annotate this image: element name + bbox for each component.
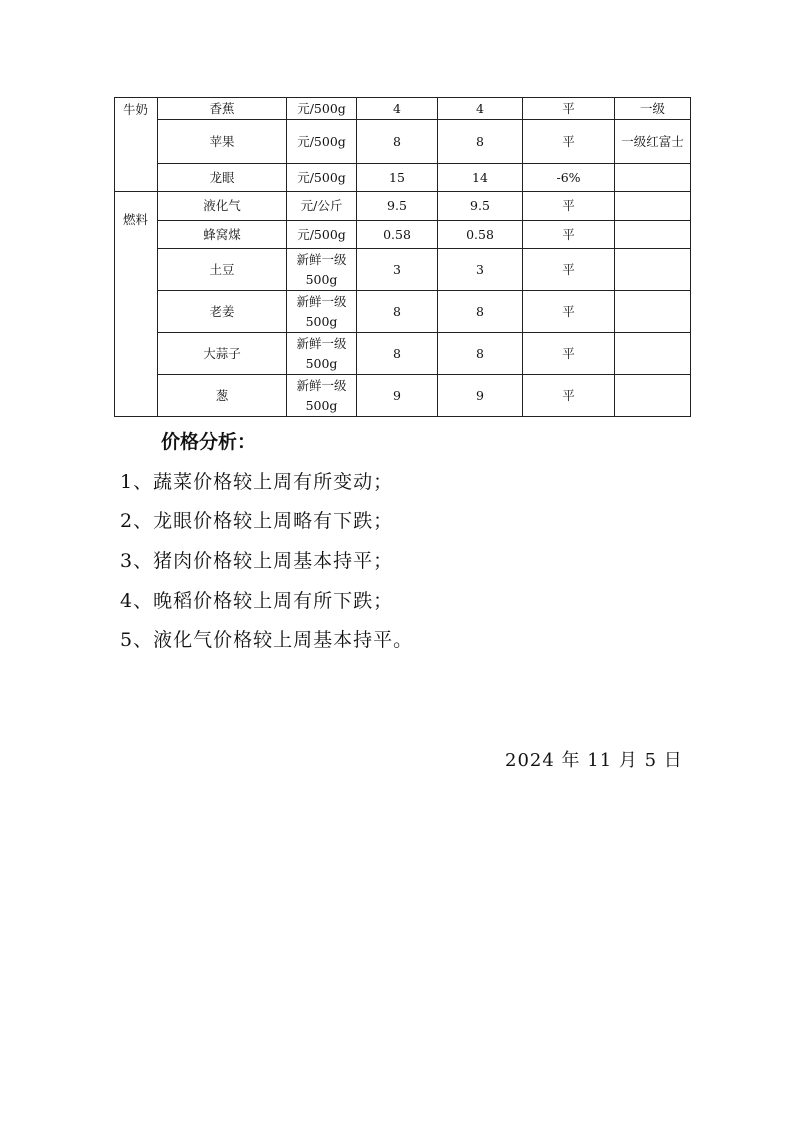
item-name: 蜂窝煤 — [158, 221, 287, 249]
price-table — [114, 97, 691, 417]
last-week-price: 9.5 — [357, 192, 438, 221]
analysis-title: 价格分析： — [161, 431, 257, 453]
analysis-item: 2、龙眼价格较上周略有下跌； — [120, 510, 394, 532]
item-unit: 新鲜一级500g — [287, 375, 357, 417]
item-name: 液化气 — [158, 192, 287, 221]
item-note — [615, 333, 691, 375]
price-change: -6% — [523, 164, 615, 192]
item-unit: 元/500g — [287, 98, 357, 120]
price-change: 平 — [523, 249, 615, 291]
item-name: 老姜 — [158, 291, 287, 333]
document-date: 2024 年 11 月 5 日 — [505, 750, 683, 771]
this-week-price: 8 — [438, 291, 523, 333]
analysis-item: 4、晚稻价格较上周有所下跌； — [120, 590, 394, 612]
last-week-price: 0.58 — [357, 221, 438, 249]
last-week-price: 3 — [357, 249, 438, 291]
table-row — [115, 375, 691, 417]
last-week-price: 8 — [357, 291, 438, 333]
item-name: 香蕉 — [158, 98, 287, 120]
item-name: 龙眼 — [158, 164, 287, 192]
item-unit: 新鲜一级500g — [287, 333, 357, 375]
item-note — [615, 192, 691, 221]
this-week-price: 3 — [438, 249, 523, 291]
table-row — [115, 249, 691, 291]
item-note — [615, 249, 691, 291]
item-unit: 元/500g — [287, 120, 357, 164]
item-note — [615, 291, 691, 333]
this-week-price: 8 — [438, 120, 523, 164]
item-unit: 元/500g — [287, 164, 357, 192]
item-unit: 元/500g — [287, 221, 357, 249]
this-week-price: 9.5 — [438, 192, 523, 221]
item-unit: 新鲜一级500g — [287, 291, 357, 333]
this-week-price: 14 — [438, 164, 523, 192]
category-cell: 燃料 — [115, 192, 158, 417]
analysis-item: 5、液化气价格较上周基本持平。 — [120, 629, 414, 651]
item-note — [615, 221, 691, 249]
category-cell: 牛奶 — [115, 98, 158, 192]
table-row — [115, 291, 691, 333]
item-note — [615, 164, 691, 192]
item-note: 一级红富士 — [615, 120, 691, 164]
price-change: 平 — [523, 221, 615, 249]
this-week-price: 0.58 — [438, 221, 523, 249]
last-week-price: 9 — [357, 375, 438, 417]
this-week-price: 8 — [438, 333, 523, 375]
price-change: 平 — [523, 333, 615, 375]
analysis-item: 3、猪肉价格较上周基本持平； — [120, 550, 394, 572]
table-row — [115, 98, 691, 120]
item-name: 土豆 — [158, 249, 287, 291]
table-row — [115, 120, 691, 164]
table-row — [115, 164, 691, 192]
table-row — [115, 221, 691, 249]
item-note — [615, 375, 691, 417]
analysis-item: 1、蔬菜价格较上周有所变动； — [120, 471, 394, 493]
item-unit: 新鲜一级500g — [287, 249, 357, 291]
last-week-price: 8 — [357, 120, 438, 164]
price-change: 平 — [523, 98, 615, 120]
last-week-price: 4 — [357, 98, 438, 120]
price-change: 平 — [523, 291, 615, 333]
item-name: 大蒜子 — [158, 333, 287, 375]
item-name: 葱 — [158, 375, 287, 417]
this-week-price: 9 — [438, 375, 523, 417]
price-change: 平 — [523, 192, 615, 221]
table-row — [115, 192, 691, 221]
last-week-price: 15 — [357, 164, 438, 192]
item-note: 一级 — [615, 98, 691, 120]
table-row — [115, 333, 691, 375]
item-unit: 元/公斤 — [287, 192, 357, 221]
last-week-price: 8 — [357, 333, 438, 375]
price-change: 平 — [523, 120, 615, 164]
item-name: 苹果 — [158, 120, 287, 164]
price-change: 平 — [523, 375, 615, 417]
this-week-price: 4 — [438, 98, 523, 120]
